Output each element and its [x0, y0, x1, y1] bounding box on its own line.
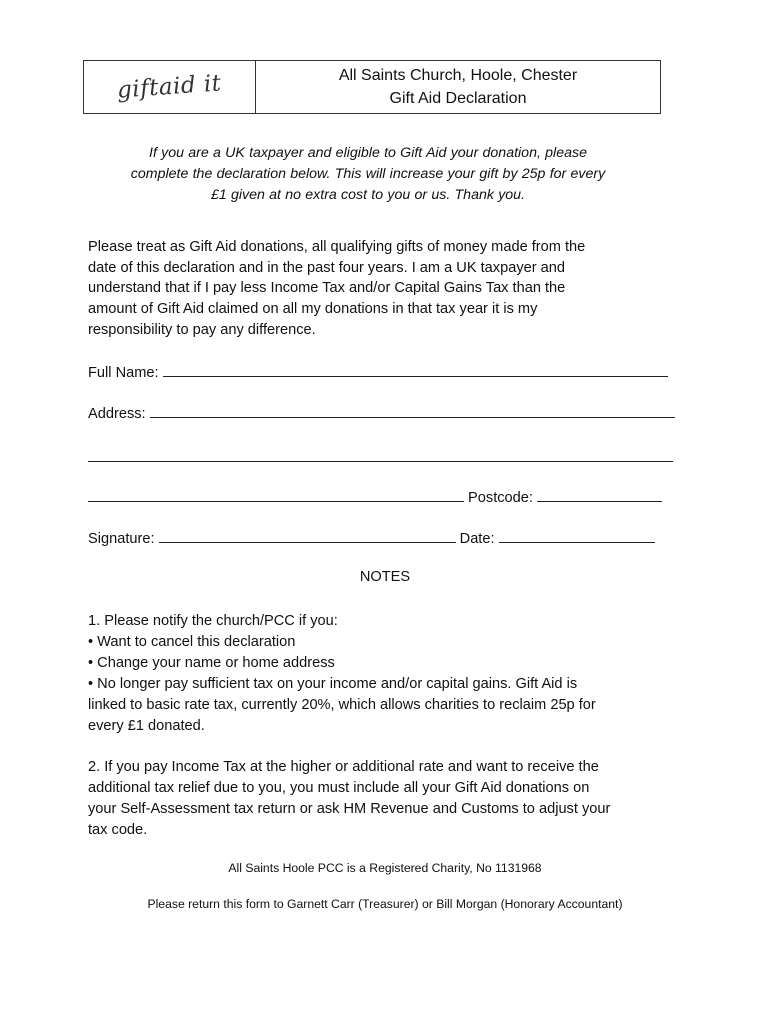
signature-row — [88, 528, 655, 549]
declaration-line: understand that if I pay less Income Tax and/or Capital Gains Tax than the — [88, 280, 566, 297]
address-line-3-field[interactable] — [88, 487, 464, 502]
note-line: your Self-Assessment tax return or ask HM Revenue and Customs to adjust your — [88, 801, 611, 817]
address-line-2-row — [88, 447, 673, 468]
declaration-line: Please treat as Gift Aid donations, all qualifying gifts of money made from the — [88, 239, 586, 255]
address-line-2-field[interactable] — [88, 447, 673, 462]
notes-heading: NOTES — [359, 569, 411, 585]
address-label: Address: — [88, 406, 150, 422]
intro-line: If you are a UK taxpayer and eligible to Gift Aid your donation, please — [149, 145, 587, 161]
logo-cell — [84, 61, 256, 113]
note-bullet: • Change your name or home address — [88, 655, 335, 671]
full-name-field[interactable] — [163, 362, 668, 377]
church-name: All Saints Church, Hoole, Chester — [338, 67, 578, 84]
note-2 — [88, 757, 688, 841]
declaration-line: responsibility to pay any difference. — [88, 321, 316, 338]
intro-line: complete the declaration below. This will increase your gift by 25p for every — [130, 166, 606, 182]
postcode-field[interactable] — [537, 487, 662, 502]
note-1 — [88, 611, 688, 737]
date-label: Date: — [455, 531, 499, 547]
note-line: every £1 donated. — [88, 718, 205, 734]
note-line: additional tax relief due to you, you must include all your Gift Aid donations on — [88, 780, 590, 796]
intro-line: £1 given at no extra cost to you or us. Thank you. — [210, 187, 526, 203]
postcode-label: Postcode: — [464, 490, 538, 506]
address-row — [88, 403, 675, 424]
note-line: 2. If you pay Income Tax at the higher or additional rate and want to receive the — [88, 759, 599, 775]
giftaid-logo: giftaid it — [116, 70, 223, 104]
address-field[interactable] — [150, 403, 675, 418]
date-field[interactable] — [499, 528, 655, 543]
signature-label: Signature: — [88, 531, 159, 547]
note-bullet: • Want to cancel this declaration — [88, 634, 296, 650]
note-line: tax code. — [88, 822, 148, 838]
intro-text — [83, 143, 653, 206]
charity-footer: All Saints Hoole PCC is a Registered Charity, No 1131968 — [228, 861, 542, 875]
declaration-text — [88, 237, 688, 341]
full-name-row — [88, 362, 668, 383]
return-instructions: Please return this form to Garnett Carr (Treasurer) or Bill Morgan (Honorary Accountant) — [147, 897, 623, 911]
signature-field[interactable] — [159, 528, 456, 543]
full-name-label: Full Name: — [88, 365, 163, 381]
header-title — [256, 61, 660, 113]
declaration-line: date of this declaration and in the past four years. I am a UK taxpayer and — [88, 259, 566, 276]
declaration-line: amount of Gift Aid claimed on all my donations in that tax year it is my — [88, 301, 538, 318]
address-postcode-row — [88, 487, 662, 508]
note-bullet: • No longer pay sufficient tax on your income and/or capital gains. Gift Aid is — [88, 676, 578, 692]
header-box — [83, 60, 661, 114]
note-line: linked to basic rate tax, currently 20%, which allows charities to reclaim 25p for — [88, 697, 596, 713]
note-line: 1. Please notify the church/PCC if you: — [88, 613, 338, 629]
form-title: Gift Aid Declaration — [389, 90, 527, 107]
